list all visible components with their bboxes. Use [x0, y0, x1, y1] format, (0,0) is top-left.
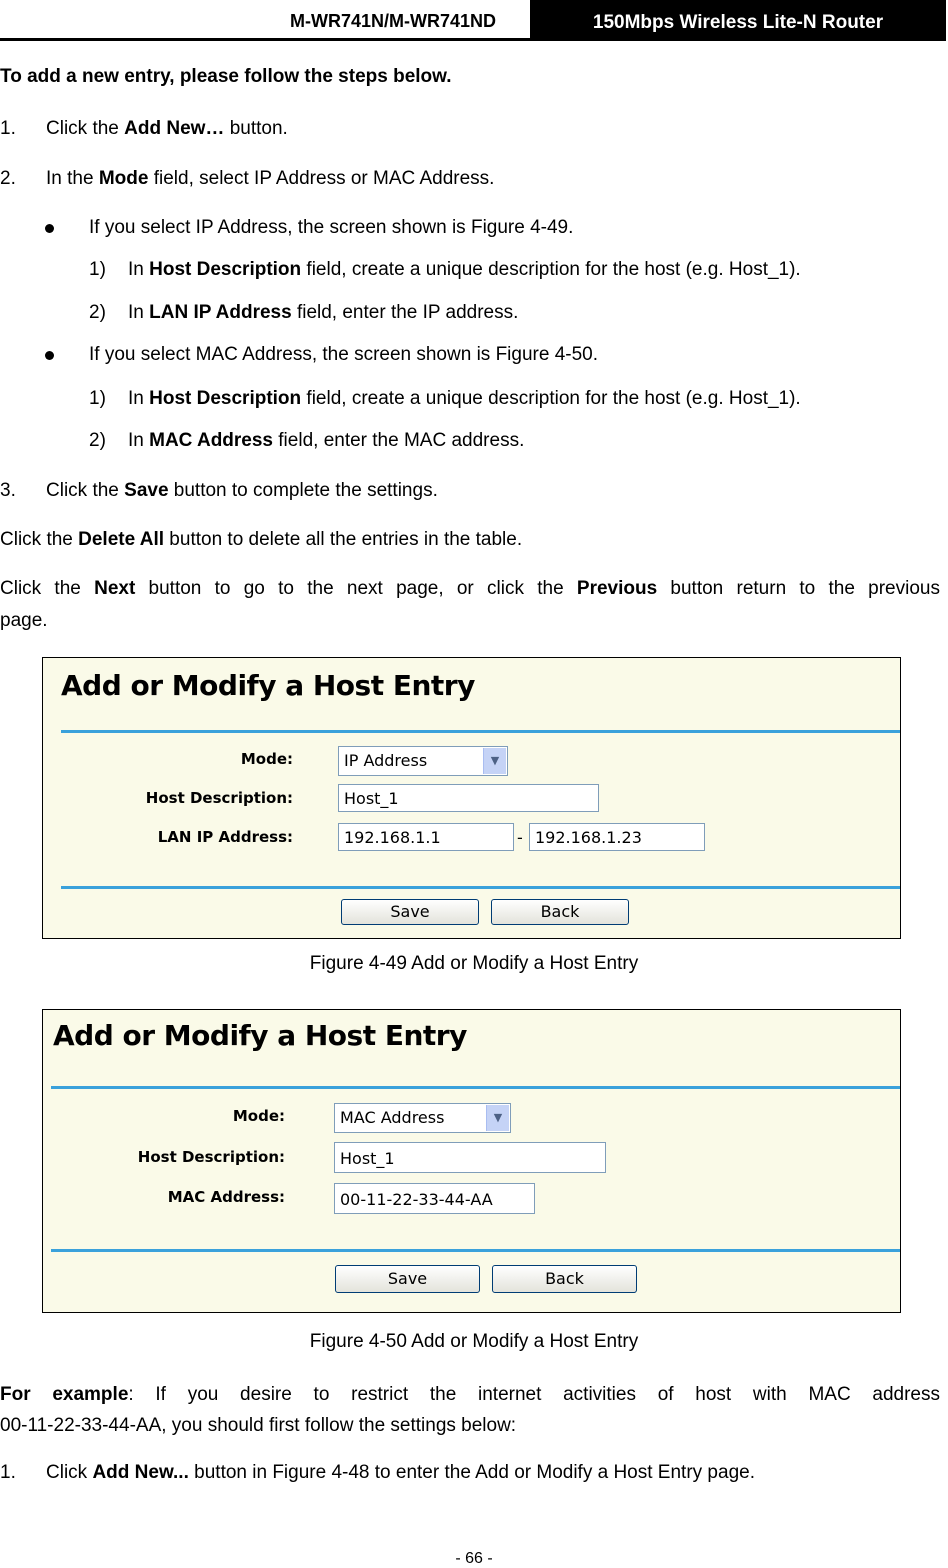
text: : If you desire to restrict the internet activities of host with MAC address — [128, 1384, 940, 1405]
substep-number: 1) — [89, 259, 106, 280]
text: button to go to the next page, or click the — [135, 578, 577, 599]
mode-select-value: MAC Address — [340, 1108, 445, 1127]
bold-term: Host Description — [149, 259, 302, 280]
host-description-input[interactable]: Host_1 — [338, 784, 599, 812]
text: button in Figure 4-48 to enter the Add or Modify a Host Entry page. — [188, 1462, 755, 1483]
page-number: - 66 - — [455, 1550, 493, 1567]
figure-rule-top — [51, 1086, 900, 1089]
bold-term: LAN IP Address — [149, 302, 292, 323]
final-step-number: 1. — [0, 1462, 16, 1483]
host-description-label: Host Description: — [145, 789, 293, 807]
figure-rule-bottom — [51, 1249, 900, 1252]
bullet-ip-text: If you select IP Address, the screen shown is Figure 4-49. — [89, 217, 574, 238]
intro-heading: To add a new entry, please follow the steps below. — [0, 66, 452, 87]
step-1-text — [46, 118, 288, 140]
substep-ip-host-text — [128, 259, 801, 281]
text: button return to the previous — [657, 578, 940, 599]
text: Click the — [0, 578, 95, 599]
save-button[interactable]: Save — [335, 1265, 480, 1293]
bold-term: MAC Address — [149, 430, 273, 451]
next-previous-paragraph — [0, 578, 940, 600]
text: Click the — [0, 529, 79, 550]
step-3-number: 3. — [0, 480, 16, 501]
figure-4-50 — [42, 1009, 901, 1313]
text: button to complete the settings. — [168, 480, 438, 501]
substep-ip-lan-text — [128, 302, 518, 324]
header-product: 150Mbps Wireless Lite-N Router — [530, 0, 946, 40]
bold-term: Save — [124, 480, 169, 501]
back-button[interactable]: Back — [491, 899, 629, 925]
text: Click the — [46, 118, 125, 139]
text: In — [128, 302, 150, 323]
bold-term: Delete All — [78, 529, 165, 550]
bullet-icon — [45, 351, 54, 360]
bold-term: Previous — [576, 578, 658, 599]
step-number: 1. — [0, 118, 16, 139]
bullet-icon — [45, 224, 54, 233]
bold-term: Next — [94, 578, 136, 599]
mac-address-input[interactable]: 00-11-22-33-44-AA — [334, 1183, 535, 1214]
example-paragraph — [0, 1384, 940, 1406]
text: In — [128, 430, 150, 451]
mode-select[interactable] — [334, 1103, 511, 1133]
step-2-number: 2. — [0, 168, 16, 189]
chevron-down-icon[interactable]: ▼ — [483, 748, 506, 774]
mode-select-value: IP Address — [344, 751, 428, 770]
text: field, select IP Address or MAC Address. — [148, 168, 495, 189]
text: field, create a unique description for the host (e.g. Host_1). — [301, 259, 801, 280]
text: button. — [224, 118, 288, 139]
bold-term: Host Description — [149, 388, 302, 409]
bold-term: Add New… — [124, 118, 225, 139]
figure-title: Add or Modify a Host Entry — [61, 669, 475, 702]
next-previous-paragraph-line2: page. — [0, 610, 48, 631]
figure-4-49 — [42, 657, 901, 939]
lan-ip-end-input[interactable]: 192.168.1.23 — [529, 823, 705, 851]
step-1 — [0, 118, 16, 140]
save-button[interactable]: Save — [341, 899, 479, 925]
lan-ip-start-input[interactable]: 192.168.1.1 — [338, 823, 514, 851]
figure-caption: Figure 4-50 Add or Modify a Host Entry — [309, 1331, 639, 1352]
header-rule — [0, 38, 946, 41]
figure-rule-bottom — [61, 886, 900, 889]
chevron-down-icon[interactable]: ▼ — [486, 1105, 509, 1131]
bold-term: For example — [0, 1384, 129, 1405]
host-description-input[interactable]: Host_1 — [334, 1142, 606, 1173]
bullet-mac-text: If you select MAC Address, the screen shown is Figure 4-50. — [89, 344, 599, 365]
header-tick — [944, 8, 946, 40]
final-step-text — [46, 1462, 755, 1484]
bold-term: Mode — [98, 168, 149, 189]
text: field, enter the IP address. — [291, 302, 519, 323]
example-paragraph-line2: 00-11-22-33-44-AA, you should first follow the settings below: — [0, 1415, 517, 1436]
text: field, enter the MAC address. — [273, 430, 525, 451]
text: In the — [46, 168, 99, 189]
host-description-label: Host Description: — [137, 1148, 285, 1166]
bold-term: Add New... — [92, 1462, 189, 1483]
mode-label: Mode: — [240, 750, 293, 768]
figure-rule-top — [61, 730, 900, 733]
lan-ip-label: LAN IP Address: — [157, 828, 293, 846]
substep-mac-address-text — [128, 430, 524, 452]
mode-select[interactable] — [338, 746, 508, 776]
header-model: M-WR741N/M-WR741ND — [289, 11, 496, 31]
substep-number: 2) — [89, 302, 106, 323]
mode-label: Mode: — [232, 1107, 285, 1125]
ip-range-dash: - — [517, 828, 523, 847]
text: field, create a unique description for the host (e.g. Host_1). — [301, 388, 801, 409]
text: In — [128, 259, 150, 280]
text: Click — [46, 1462, 93, 1483]
figure-title: Add or Modify a Host Entry — [53, 1019, 467, 1052]
substep-number: 1) — [89, 388, 106, 409]
mac-address-label: MAC Address: — [167, 1188, 285, 1206]
text: button to delete all the entries in the table. — [164, 529, 523, 550]
delete-all-paragraph — [0, 529, 522, 551]
figure-caption: Figure 4-49 Add or Modify a Host Entry — [309, 953, 639, 974]
text: In — [128, 388, 150, 409]
substep-number: 2) — [89, 430, 106, 451]
substep-mac-host-text — [128, 388, 801, 410]
back-button[interactable]: Back — [492, 1265, 637, 1293]
text: Click the — [46, 480, 125, 501]
step-3-text — [46, 480, 438, 502]
step-2-text — [46, 168, 494, 190]
